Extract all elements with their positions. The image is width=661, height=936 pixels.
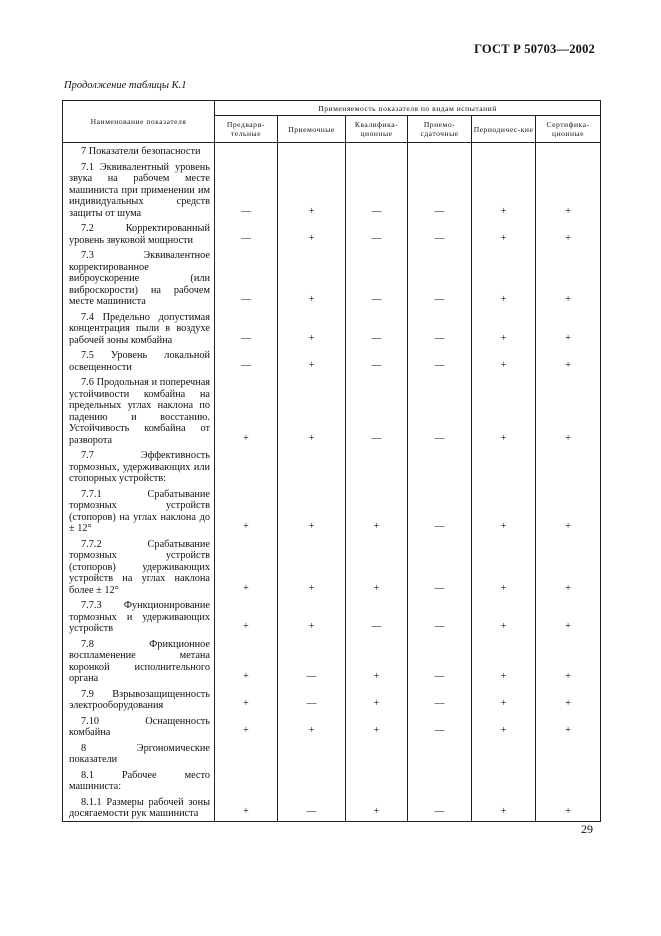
- applicability-mark: +: [215, 713, 278, 740]
- applicability-mark: —: [408, 247, 472, 309]
- applicability-mark: +: [536, 374, 601, 447]
- applicability-mark: +: [215, 686, 278, 713]
- indicator-name: 8 Эргономические показатели: [69, 742, 210, 765]
- applicability-mark: +: [346, 636, 408, 686]
- standard-designation: ГОСТ Р 50703—2002: [474, 42, 595, 56]
- applicability-mark: +: [215, 597, 278, 636]
- table-row: [63, 713, 601, 740]
- applicability-mark: —: [278, 794, 346, 822]
- applicability-mark: +: [346, 686, 408, 713]
- applicability-mark: +: [472, 794, 536, 822]
- applicability-mark: +: [536, 159, 601, 221]
- applicability-mark: +: [472, 536, 536, 598]
- applicability-mark: [215, 447, 278, 486]
- applicability-mark: [346, 767, 408, 794]
- applicability-mark: +: [536, 247, 601, 309]
- applicability-mark: [536, 143, 601, 159]
- applicability-mark: —: [346, 374, 408, 447]
- indicator-name: 8.1 Рабочее место машиниста:: [69, 769, 210, 792]
- applicability-mark: +: [472, 597, 536, 636]
- applicability-mark: +: [536, 347, 601, 374]
- applicability-mark: —: [215, 159, 278, 221]
- applicability-mark: +: [536, 220, 601, 247]
- indicator-name: 7.3 Эквивалентное корректированное виброускорение (или виброскорости) на рабочем месте машиниста: [69, 250, 210, 307]
- applicability-mark: +: [215, 486, 278, 536]
- table-row: [63, 247, 601, 309]
- applicability-mark: —: [346, 597, 408, 636]
- applicability-mark: —: [278, 686, 346, 713]
- column-header: Периодичес-кие: [472, 116, 536, 143]
- indicator-name: 7.2 Корректированный уровень звуковой мощности: [69, 223, 210, 246]
- table-row: [63, 686, 601, 713]
- applicability-mark: +: [472, 247, 536, 309]
- applicability-mark: —: [346, 347, 408, 374]
- applicability-mark: [278, 740, 346, 767]
- page-number: 29: [581, 822, 593, 836]
- applicability-mark: —: [408, 159, 472, 221]
- table-row: [63, 767, 601, 794]
- applicability-mark: +: [472, 347, 536, 374]
- applicability-mark: +: [536, 636, 601, 686]
- applicability-mark: [472, 767, 536, 794]
- applicability-mark: [536, 767, 601, 794]
- applicability-mark: +: [278, 486, 346, 536]
- indicator-name: 7.7.3 Функционирование тормозных и удерживающих устройств: [69, 600, 210, 634]
- applicability-mark: +: [346, 536, 408, 598]
- applicability-mark: —: [408, 636, 472, 686]
- applicability-mark: [536, 740, 601, 767]
- applicability-mark: +: [472, 159, 536, 221]
- applicability-mark: [408, 740, 472, 767]
- applicability-mark: +: [536, 486, 601, 536]
- indicator-name: 7.10 Оснащенность комбайна: [69, 715, 210, 738]
- applicability-mark: +: [536, 536, 601, 598]
- applicability-mark: +: [215, 536, 278, 598]
- applicability-mark: —: [346, 309, 408, 348]
- table-row: [63, 447, 601, 486]
- table-row: [63, 347, 601, 374]
- applicability-mark: +: [215, 374, 278, 447]
- applicability-mark: +: [472, 309, 536, 348]
- applicability-mark: [536, 447, 601, 486]
- indicator-name: 8.1.1 Размеры рабочей зоны досягаемости рук машиниста: [69, 796, 210, 819]
- column-header: Квалифика-ционные: [346, 116, 408, 143]
- applicability-mark: [278, 143, 346, 159]
- applicability-mark: +: [472, 713, 536, 740]
- applicability-mark: —: [408, 686, 472, 713]
- column-header: Предвари-тельные: [215, 116, 278, 143]
- applicability-mark: +: [536, 794, 601, 822]
- applicability-mark: +: [472, 686, 536, 713]
- table-row: [63, 159, 601, 221]
- applicability-mark: +: [278, 536, 346, 598]
- applicability-mark: +: [472, 220, 536, 247]
- table-row: [63, 794, 601, 822]
- applicability-mark: +: [215, 636, 278, 686]
- table-row: [63, 740, 601, 767]
- table-row: [63, 486, 601, 536]
- column-header: Сертифика-ционные: [536, 116, 601, 143]
- applicability-mark: [215, 143, 278, 159]
- indicator-name: 7.6 Продольная и поперечная устойчивости комбайна на предельных углах наклона по падению и восстанию. Устойчивость комбайна от разворота: [69, 377, 210, 446]
- applicability-mark: —: [408, 794, 472, 822]
- applicability-mark: [346, 447, 408, 486]
- applicability-mark: —: [346, 247, 408, 309]
- applicability-mark: +: [536, 686, 601, 713]
- applicability-mark: —: [215, 309, 278, 348]
- table-row: [63, 220, 601, 247]
- column-header: Приемо-сдаточные: [408, 116, 472, 143]
- applicability-mark: +: [346, 486, 408, 536]
- applicability-mark: [472, 143, 536, 159]
- applicability-mark: —: [408, 309, 472, 348]
- applicability-mark: +: [278, 713, 346, 740]
- applicability-mark: +: [536, 309, 601, 348]
- applicability-mark: —: [408, 713, 472, 740]
- applicability-mark: +: [472, 374, 536, 447]
- table-row: [63, 636, 601, 686]
- applicability-mark: [408, 767, 472, 794]
- applicability-mark: +: [536, 597, 601, 636]
- applicability-mark: —: [408, 486, 472, 536]
- applicability-mark: [278, 767, 346, 794]
- table-row: [63, 597, 601, 636]
- indicator-name: 7.5 Уровень локальной освещенности: [69, 350, 210, 373]
- name-column-header: Наименование показателя: [63, 101, 215, 143]
- applicability-mark: [472, 740, 536, 767]
- applicability-mark: +: [278, 159, 346, 221]
- applicability-mark: —: [346, 220, 408, 247]
- applicability-mark: —: [408, 347, 472, 374]
- applicability-mark: +: [278, 220, 346, 247]
- applicability-mark: —: [408, 220, 472, 247]
- indicator-name: 7.7 Эффективность тормозных, удерживающих или стопорных устройств:: [69, 450, 210, 484]
- applicability-mark: [472, 447, 536, 486]
- indicator-name: 7.7.1 Срабатывание тормозных устройств (стопоров) на углах наклона до ± 12°: [69, 488, 210, 534]
- indicator-name: 7.9 Взрывозащищенность электрооборудования: [69, 688, 210, 711]
- applicability-mark: +: [346, 794, 408, 822]
- applicability-mark: +: [346, 713, 408, 740]
- applicability-mark: —: [215, 347, 278, 374]
- applicability-mark: —: [408, 536, 472, 598]
- applicability-mark: —: [215, 247, 278, 309]
- applicability-mark: +: [278, 374, 346, 447]
- applicability-mark: —: [346, 159, 408, 221]
- applicability-mark: +: [472, 486, 536, 536]
- indicator-name: 7.4 Предельно допустимая концентрация пыли в воздухе рабочей зоны комбайна: [69, 311, 210, 346]
- applicability-mark: [215, 767, 278, 794]
- applicability-mark: —: [215, 220, 278, 247]
- applicability-mark: +: [278, 247, 346, 309]
- applicability-mark: [346, 740, 408, 767]
- applicability-mark: +: [278, 597, 346, 636]
- indicator-name: 7.1 Эквивалентный уровень звука на рабочем месте машиниста при применении им индивидуальных средств защиты от шума: [69, 161, 210, 219]
- applicability-mark: [408, 447, 472, 486]
- applicability-mark: +: [215, 794, 278, 822]
- applicability-mark: +: [472, 636, 536, 686]
- table-row: [63, 309, 601, 348]
- applicability-mark: [215, 740, 278, 767]
- applicability-table: [62, 100, 601, 822]
- applicability-mark: +: [536, 713, 601, 740]
- indicator-name: 7 Показатели безопасности: [81, 146, 201, 157]
- applicability-mark: [346, 143, 408, 159]
- applicability-mark: [408, 143, 472, 159]
- table-row: [63, 374, 601, 447]
- applicability-mark: +: [278, 309, 346, 348]
- applicability-mark: —: [278, 636, 346, 686]
- applicability-group-header: Применяемость показателя по видам испытаний: [215, 101, 601, 116]
- table-continuation-caption: Продолжение таблицы К.1: [64, 80, 187, 91]
- applicability-mark: —: [408, 597, 472, 636]
- applicability-mark: —: [408, 374, 472, 447]
- applicability-mark: +: [278, 347, 346, 374]
- indicator-name: 7.7.2 Срабатывание тормозных устройств (стопоров) удерживающих устройств на углах наклона более ± 12°: [69, 538, 210, 596]
- column-header: Приемочные: [278, 116, 346, 143]
- table-row: [63, 536, 601, 598]
- applicability-mark: [278, 447, 346, 486]
- table-row: [63, 143, 601, 159]
- indicator-name: 7.8 Фрикционное воспламенение метана коронкой исполнительного органа: [69, 638, 210, 684]
